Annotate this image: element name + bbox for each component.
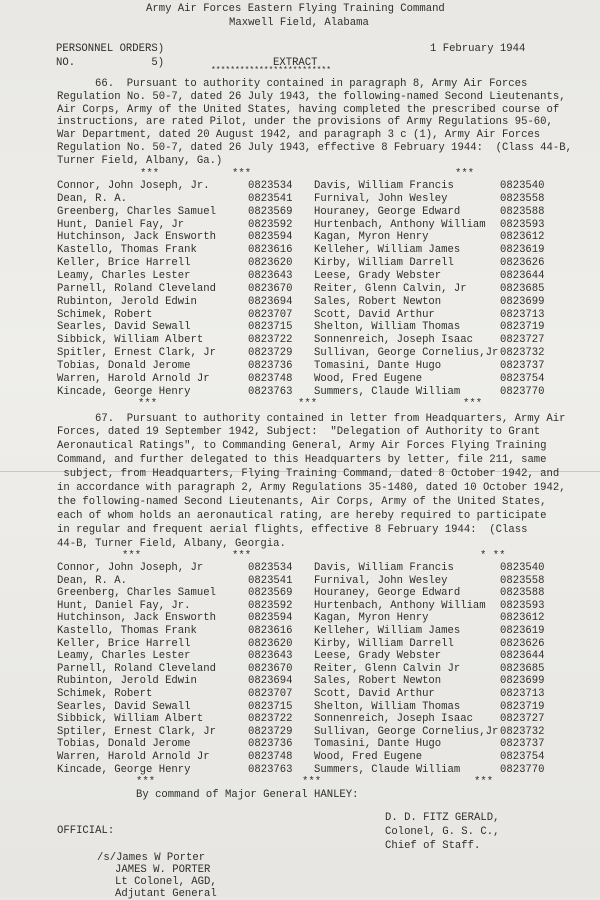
- serial-number: 0823722: [248, 334, 293, 347]
- stars-separator: ***: [474, 776, 494, 789]
- officer-name: Kastello, Thomas Frank: [57, 625, 197, 637]
- officer-name: Summers, Claude William: [314, 385, 461, 398]
- serial-number: 0823719: [500, 321, 545, 334]
- serial-number: 0823619: [500, 244, 545, 257]
- serial-number: 0823534: [248, 562, 293, 574]
- officer-name: Furnival, John Wesley: [314, 192, 448, 205]
- serial-number: 0823626: [500, 637, 545, 650]
- officer-name: Furnival, John Wesley: [314, 574, 448, 587]
- serial-number: 0823748: [248, 751, 293, 763]
- officer-name: Reiter, Glenn Calvin, Jr: [314, 282, 467, 295]
- serial-number: 0823594: [248, 612, 293, 625]
- serial-number: 0823763: [248, 385, 293, 398]
- officer-name: Connor, John Joseph, Jr: [57, 562, 204, 574]
- officer-name: Warren, Harold Arnold Jr: [57, 372, 210, 385]
- serial-number: 0823670: [248, 282, 293, 295]
- serial-number: 0823588: [500, 587, 545, 600]
- serial-number: 0823732: [500, 725, 545, 738]
- officer-name: Keller, Brice Harrell: [57, 257, 191, 270]
- officer-name: Kelleher, William James: [314, 625, 461, 637]
- serial-number: 0823770: [500, 763, 545, 776]
- paragraph-line: Air Corps, Army of the United States, having completed the prescribed course of: [57, 103, 560, 116]
- serial-number: 0823699: [500, 675, 545, 688]
- officer-name: Dean, R. A.: [57, 192, 127, 205]
- serial-number: 0823620: [248, 257, 293, 270]
- officer-name: Searles, David Sewall: [57, 321, 191, 334]
- serial-number: 0823612: [500, 612, 545, 625]
- officer-name: Leamy, Charles Lester: [57, 269, 191, 282]
- serial-number: 0823541: [248, 192, 293, 205]
- officer-name: Kagan, Myron Henry: [314, 231, 429, 244]
- paragraph-line: in regular and frequent aerial flights, effective 8 February 1944: (Class: [57, 523, 528, 536]
- officer-name: Wood, Fred Eugene: [314, 751, 423, 763]
- officer-name: Hurtenbach, Anthony William: [314, 599, 486, 612]
- paragraph-line: Regulation No. 50-7, dated 26 July 1943, the following-named Second Lieutenants,: [57, 90, 566, 103]
- serial-number: 0823715: [248, 700, 293, 713]
- serial-number: 0823643: [248, 269, 293, 282]
- officer-name: Sonnenreich, Joseph Isaac: [314, 713, 473, 726]
- serial-number: 0823715: [248, 321, 293, 334]
- paragraph-line: Aeronautical Ratings", to Commanding General, Army Air Forces Flying Training: [57, 440, 547, 453]
- serial-number: 0823620: [248, 637, 293, 650]
- header-location: Maxwell Field, Alabama: [229, 17, 369, 29]
- officer-name: Keller, Brice Harrell: [57, 637, 191, 650]
- stars-separator: ***: [298, 398, 318, 411]
- paragraph-line: 67. Pursuant to authority contained in letter from Headquarters, Army Air: [95, 412, 566, 425]
- officer-name: Sonnenreich, Joseph Isaac: [314, 334, 473, 347]
- officer-name: Leese, Grady Webster: [314, 269, 442, 282]
- officer-name: Hunt, Daniel Fay, Jr.: [57, 599, 191, 612]
- officer-name: Hutchinson, Jack Ensworth: [57, 612, 216, 625]
- officer-name: Shelton, William Thomas: [314, 321, 461, 334]
- officer-name: Hurtenbach, Anthony William: [314, 218, 486, 231]
- officer-name: Davis, William Francis: [314, 562, 454, 574]
- serial-number: 0823644: [500, 269, 545, 282]
- signer-rank: Colonel, G. S. C.,: [385, 826, 500, 838]
- serial-number: 0823540: [500, 180, 545, 192]
- serial-number: 0823558: [500, 192, 545, 205]
- officer-name: Kelleher, William James: [314, 244, 461, 257]
- officer-name: Rubinton, Jerold Edwin: [57, 295, 197, 308]
- serial-number: 0823694: [248, 675, 293, 688]
- serial-number: 0823737: [500, 738, 545, 751]
- serial-number: 0823534: [248, 180, 293, 192]
- paragraph-line: War Department, dated 20 August 1942, and paragraph 3 c (1), Army Air Forces: [57, 129, 541, 142]
- officer-name: Parnell, Roland Cleveland: [57, 282, 216, 295]
- serial-number: 0823707: [248, 308, 293, 321]
- paragraph-line: Regulation No. 50-7, dated 26 July 1943, effective 8 February 1944: (Class 44-B,: [57, 142, 572, 154]
- officer-name: Scott, David Arthur: [314, 688, 435, 700]
- officer-name: Greenberg, Charles Samuel: [57, 205, 216, 218]
- stars-separator: ***: [122, 549, 142, 562]
- officer-name: Hutchinson, Jack Ensworth: [57, 231, 216, 244]
- officer-name: Schimek, Robert: [57, 308, 153, 321]
- adjutant-name: JAMES W. PORTER: [115, 864, 211, 876]
- serial-number: 0823616: [248, 244, 293, 257]
- officer-name: Tomasini, Dante Hugo: [314, 359, 442, 372]
- paragraph-line: Forces, dated 19 September 1942, Subject: "Delegation of Authority to Grant: [57, 426, 541, 439]
- officer-name: Sibbick, William Albert: [57, 713, 204, 726]
- paragraph-line: subject, from Headquarters, Flying Training Command, dated 8 October 1942, and: [57, 468, 560, 481]
- officer-name: Greenberg, Charles Samuel: [57, 587, 216, 600]
- officer-name: Sptiler, Ernest Clark, Jr: [57, 725, 216, 738]
- header-command: Army Air Forces Eastern Flying Training Command: [146, 3, 445, 15]
- serial-number: 0823569: [248, 587, 293, 600]
- officer-name: Summers, Claude William: [314, 763, 461, 776]
- officer-name: Scott, David Arthur: [314, 308, 435, 321]
- serial-number: 0823754: [500, 372, 545, 385]
- officer-name: Kincade, George Henry: [57, 763, 191, 776]
- officer-name: Rubinton, Jerold Edwin: [57, 675, 197, 688]
- officer-name: Dean, R. A.: [57, 574, 127, 587]
- serial-number: 0823592: [248, 599, 293, 612]
- officer-name: Leamy, Charles Lester: [57, 650, 191, 663]
- serial-number: 0823737: [500, 359, 545, 372]
- stars-separator: ***: [455, 167, 475, 180]
- serial-number: 0823727: [500, 334, 545, 347]
- serial-number: 0823558: [500, 574, 545, 587]
- serial-number: 0823722: [248, 713, 293, 726]
- paragraph-line: Command, and further delegated to this Headquarters by letter, file 211, same: [57, 454, 547, 467]
- stars-separator: ***: [302, 776, 322, 789]
- serial-number: 0823593: [500, 218, 545, 231]
- stars-separator: ***: [140, 167, 160, 180]
- paragraph-line: each of whom holds an aeronautical rating, are hereby required to participate: [57, 509, 547, 522]
- serial-number: 0823616: [248, 625, 293, 637]
- serial-number: 0823713: [500, 688, 545, 700]
- serial-number: 0823754: [500, 751, 545, 763]
- officer-name: Schimek, Robert: [57, 688, 153, 700]
- officer-name: Searles, David Sewall: [57, 700, 191, 713]
- serial-number: 0823685: [500, 282, 545, 295]
- officer-name: Kirby, William Darrell: [314, 637, 454, 650]
- serial-number: 0823719: [500, 700, 545, 713]
- paragraph-line: instructions, are rated Pilot, under the provisions of Army Regulations 95-60,: [57, 116, 553, 129]
- serial-number: 0823541: [248, 574, 293, 587]
- serial-number: 0823748: [248, 372, 293, 385]
- paragraph-line: Turner Field, Albany, Ga.): [57, 154, 223, 167]
- serial-number: 0823763: [248, 763, 293, 776]
- officer-name: Kastello, Thomas Frank: [57, 244, 197, 257]
- serial-number: 0823540: [500, 562, 545, 574]
- serial-number: 0823727: [500, 713, 545, 726]
- serial-number: 0823592: [248, 218, 293, 231]
- serial-number: 0823707: [248, 688, 293, 700]
- officer-name: Kagan, Myron Henry: [314, 612, 429, 625]
- command-line: By command of Major General HANLEY:: [136, 789, 359, 801]
- adjutant-rank: Lt Colonel, AGD,: [115, 876, 217, 888]
- stars-divider: *************************: [211, 66, 332, 75]
- paragraph-line: the following-named Second Lieutenants, Air Corps, Army of the United States,: [57, 495, 547, 508]
- stars-separator: ***: [136, 776, 156, 789]
- serial-number: 0823593: [500, 599, 545, 612]
- officer-name: Sales, Robert Newton: [314, 295, 442, 308]
- serial-number: 0823770: [500, 385, 545, 398]
- officer-name: Warren, Harold Arnold Jr: [57, 751, 210, 763]
- serial-number: 0823685: [500, 662, 545, 675]
- serial-number: 0823644: [500, 650, 545, 663]
- serial-number: 0823612: [500, 231, 545, 244]
- paragraph-line: in accordance with paragraph 2, Army Regulations 35-1480, dated 10 October 1942,: [57, 482, 566, 494]
- serial-number: 0823729: [248, 347, 293, 360]
- extract-label: EXTRACT: [273, 57, 318, 69]
- stars-separator: ***: [138, 398, 158, 411]
- officer-name: Kincade, George Henry: [57, 385, 191, 398]
- officer-name: Houraney, George Edward: [314, 205, 461, 218]
- serial-number: 0823569: [248, 205, 293, 218]
- stars-separator: ***: [463, 398, 483, 411]
- officer-name: Reiter, Glenn Calvin Jr: [314, 662, 461, 675]
- officer-name: Sales, Robert Newton: [314, 675, 442, 688]
- paragraph-line: 44-B, Turner Field, Albany, Georgia.: [57, 537, 286, 550]
- officer-name: Kirby, William Darrell: [314, 257, 454, 270]
- officer-name: Parnell, Roland Cleveland: [57, 662, 216, 675]
- officer-name: Sullivan, George Cornelius,Jr: [314, 347, 499, 360]
- stars-separator: ***: [232, 549, 252, 562]
- serial-number: 0823736: [248, 359, 293, 372]
- paragraph-line: 66. Pursuant to authority contained in paragraph 8, Army Air Forces: [95, 78, 528, 90]
- officer-name: Spitler, Ernest Clark, Jr: [57, 347, 216, 360]
- officer-name: Leese, Grady Webster: [314, 650, 442, 663]
- serial-number: 0823729: [248, 725, 293, 738]
- orders-label: PERSONNEL ORDERS): [56, 43, 165, 55]
- signature: /s/James W Porter: [97, 852, 206, 864]
- serial-number: 0823594: [248, 231, 293, 244]
- signer-title: Chief of Staff.: [385, 840, 481, 852]
- officer-name: Tobias, Donald Jerome: [57, 738, 191, 751]
- order-date: 1 February 1944: [430, 43, 526, 55]
- serial-number: 0823588: [500, 205, 545, 218]
- stars-separator: ***: [232, 167, 252, 180]
- officer-name: Tomasini, Dante Hugo: [314, 738, 442, 751]
- officer-name: Wood, Fred Eugene: [314, 372, 423, 385]
- serial-number: 0823732: [500, 347, 545, 360]
- serial-number: 0823670: [248, 662, 293, 675]
- officer-name: Shelton, William Thomas: [314, 700, 461, 713]
- officer-name: Houraney, George Edward: [314, 587, 461, 600]
- signer-name: D. D. FITZ GERALD,: [385, 812, 500, 824]
- serial-number: 0823699: [500, 295, 545, 308]
- orders-number: NO. 5): [56, 57, 165, 69]
- officer-name: Sibbick, William Albert: [57, 334, 204, 347]
- serial-number: 0823619: [500, 625, 545, 637]
- officer-name: Sullivan, George Cornelius,Jr: [314, 725, 499, 738]
- officer-name: Connor, John Joseph, Jr.: [57, 180, 210, 192]
- serial-number: 0823643: [248, 650, 293, 663]
- serial-number: 0823694: [248, 295, 293, 308]
- serial-number: 0823713: [500, 308, 545, 321]
- officer-name: Hunt, Daniel Fay, Jr: [57, 218, 185, 231]
- officer-name: Tobias, Donald Jerome: [57, 359, 191, 372]
- stars-separator: * **: [480, 549, 506, 562]
- officer-name: Davis, William Francis: [314, 180, 454, 192]
- official-label: OFFICIAL:: [57, 825, 115, 837]
- serial-number: 0823626: [500, 257, 545, 270]
- adjutant-title: Adjutant General: [115, 888, 217, 900]
- serial-number: 0823736: [248, 738, 293, 751]
